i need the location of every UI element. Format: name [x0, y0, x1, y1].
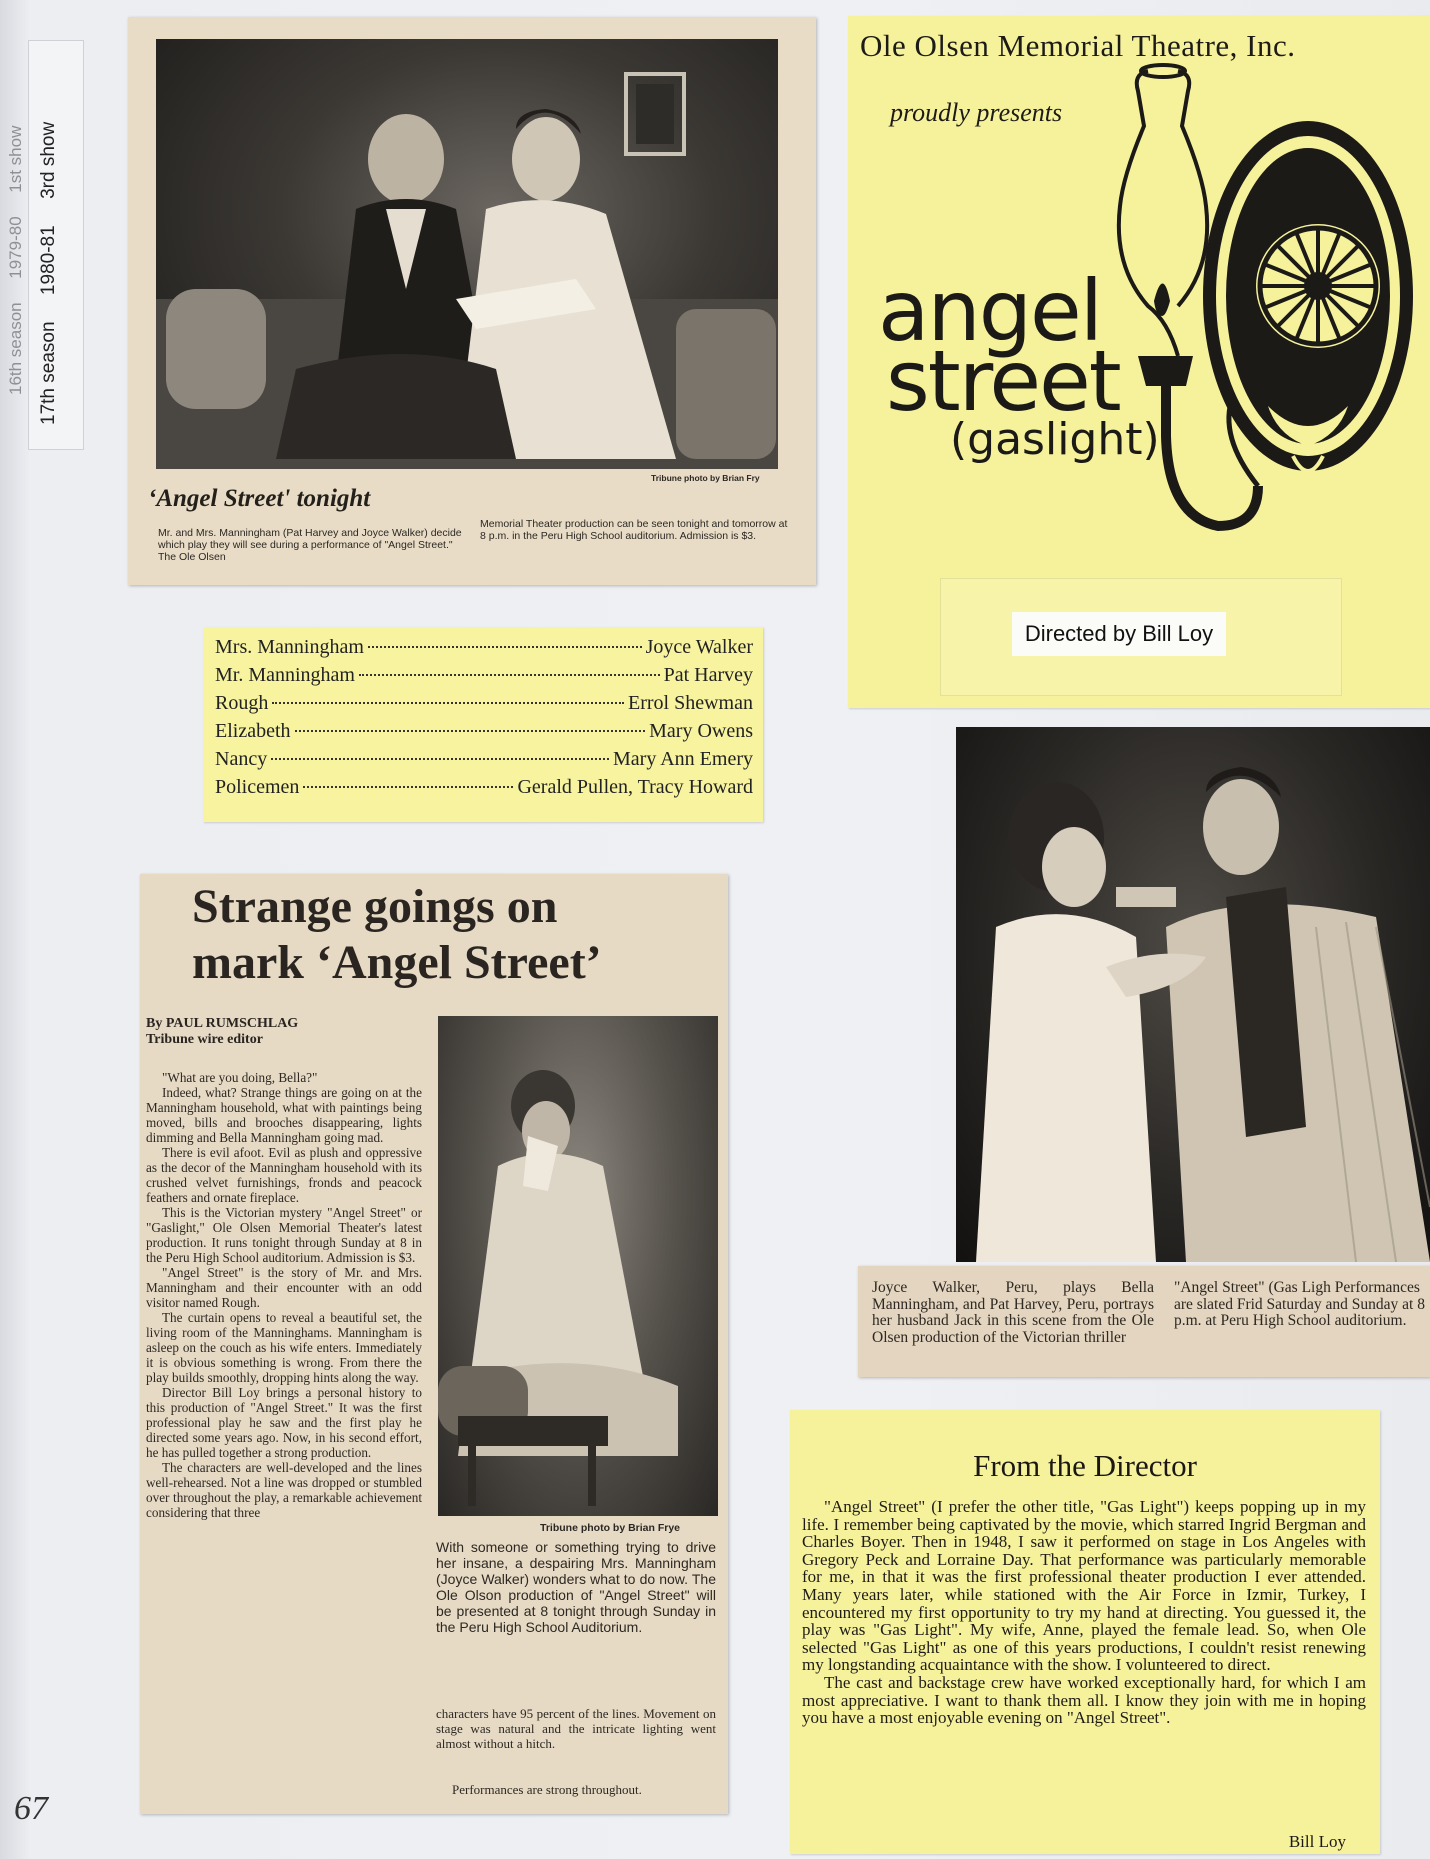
leader-dots [303, 786, 513, 788]
margin-label-current [38, 122, 60, 425]
leader-dots [272, 702, 624, 704]
cast-actor: Pat Harvey [663, 664, 753, 686]
poster-subtitle: (gaslight) [950, 414, 1160, 465]
margin-season-prior: 16th season [6, 302, 25, 395]
leader-dots [368, 646, 642, 648]
article-headline-line1: Strange goings on [192, 880, 558, 933]
article-paragraph: The curtain opens to reveal a beautiful set, the living room of the Manninghams. Manningham is asleep on the couch as his wife enters. Immediately it is obvious something is wrong. From there the play builds smoothly, dropping hints along the way. [146, 1310, 422, 1385]
director-note [790, 1410, 1380, 1854]
article-paragraph: Indeed, what? Strange things are going on at the Manningham household, what with paintings being moved, bills and brooches disappearing, lights dimming and Bella Manningham going mad. [146, 1085, 422, 1145]
cast-row [215, 692, 753, 716]
article-body [146, 1070, 422, 1520]
cast-row [215, 776, 753, 800]
page-number: 67 [14, 1790, 48, 1827]
leader-dots [271, 758, 609, 760]
margin-year-current: 1980-81 [38, 225, 59, 296]
photo-mrs-manningham [438, 1016, 718, 1516]
clipping-right-caption-left: Joyce Walker, Peru, plays Bella Manningham, and Pat Harvey, Peru, portrays her husband Jack in this scene from the Ole Olsen production of the Victorian thriller [872, 1279, 1154, 1346]
cast-actor: Mary Ann Emery [613, 748, 753, 770]
margin-show-prior: 1st show [6, 125, 25, 193]
article-byline-title: Tribune wire editor [146, 1032, 263, 1047]
director-signature: Bill Loy [1288, 1832, 1346, 1851]
cast-row [215, 720, 753, 744]
margin-label-prior [6, 126, 26, 395]
photo-couple-reading [156, 39, 778, 469]
article-paragraph: This is the Victorian mystery "Angel Street" or "Gaslight," Ole Olsen Memorial Theater's latest production. It runs tonight through Sunday at 8 in the Peru High School auditorium. Admission is $3. [146, 1205, 422, 1265]
clipping-top-caption-left: Mr. and Mrs. Manningham (Pat Harvey and Joyce Walker) decide which play they will see during a performance of "Angel Street." The Ole Olsen [158, 527, 462, 563]
photo-couple-confrontation [956, 727, 1430, 1262]
poster-title-line1: angel [878, 262, 1102, 360]
article-paragraph: "What are you doing, Bella?" [162, 1070, 318, 1085]
cast-actor: Mary Owens [649, 720, 753, 742]
article-photo-caption: With someone or something trying to drive her insane, a despairing Mrs. Manningham (Joyce Walker) wonders what to do now. The Ole Olson production of "Angel Street" will be presented at 8 tonight through Sunday in the Peru High School Auditorium. [436, 1539, 716, 1635]
article-paragraph: There is evil afoot. Evil as plush and oppressive as the decor of the Manningham household with its crushed velvet furnishings, fronds and peacock feathers and ornate fireplace. [146, 1145, 422, 1205]
cast-role: Mr. Manningham [215, 664, 355, 686]
article-paragraph: The characters are well-developed and the lines well-rehearsed. Not a line was dropped or stumbled over throughout the play, a remarkable achievement considering that three [146, 1460, 422, 1520]
photo-couple-reading-art [156, 39, 778, 469]
article-headline-line2: mark ‘Angel Street’ [192, 936, 602, 989]
director-note-paragraph: "Angel Street" (I prefer the other title, "Gas Light") keeps popping up in my life. I remember being captivated by the movie, which starred Ingrid Bergman and Charles Boyer. Then in 1948, I saw it performed on stage in Los Angeles with Gregory Peck and Lorraine Day. That performance was particularly memorable for me, in that it was the first professional theater production I ever attended. Many years later, while stationed with the Air Force in Izmir, Turkey, I encountered my first opportunity to try my hand at directing. You guessed it, the play was "Gas Light". My wife, Anne, played the female lead. So, when Ole selected "Gas Light" as one of this years productions, I couldn't resist renewing my longstanding acquaintance with the show. I volunteered to direct. [802, 1497, 1366, 1675]
article-photo-credit: Tribune photo by Brian Frye [540, 1522, 681, 1534]
article-paragraph: "Angel Street" is the story of Mr. and Mrs. Manningham and their encounter with an odd visitor named Rough. [146, 1265, 422, 1310]
poster-presents: proudly presents [890, 98, 1063, 127]
article-continuation: characters have 95 percent of the lines. Movement on stage was natural and the intricate lighting went almost without a hitch. [436, 1706, 716, 1751]
poster-director-label: Directed by Bill Loy [1012, 612, 1226, 656]
cast-actor: Errol Shewman [628, 692, 753, 714]
cast-role: Mrs. Manningham [215, 636, 364, 658]
cast-row [215, 748, 753, 772]
article-byline-name: By PAUL RUMSCHLAG [146, 1016, 299, 1031]
cast-role: Nancy [215, 748, 268, 770]
cast-row [215, 636, 753, 660]
article-paragraph: Director Bill Loy brings a personal history to this production of "Angel Street." It was the first professional play he saw and the first play he directed some years ago. Now, in his second effort, he has pulled together a strong production. [146, 1385, 422, 1460]
cast-role: Rough [215, 692, 269, 714]
photo-credit-top: Tribune photo by Brian Fry [651, 473, 760, 483]
cast-list [203, 627, 763, 822]
margin-season-current: 17th season [38, 321, 59, 425]
clipping-top [128, 17, 816, 585]
clipping-right-caption-right: "Angel Street" (Gas Ligh Performances are slated Frid Saturday and Sunday at 8 p.m. at Peru High School auditorium. [1174, 1279, 1425, 1330]
article-closing: Performances are strong throughout. [452, 1782, 642, 1797]
cast-row [215, 664, 753, 688]
margin-show-current: 3rd show [38, 121, 59, 199]
leader-dots [295, 730, 646, 732]
cast-role: Elizabeth [215, 720, 291, 742]
article-clipping [140, 874, 728, 1814]
poster-title-line2: street [886, 332, 1120, 430]
leader-dots [359, 674, 660, 676]
poster [848, 16, 1430, 708]
cast-actor: Joyce Walker [645, 636, 753, 658]
clipping-right-caption [858, 1266, 1430, 1377]
photo-couple-confrontation-art [956, 727, 1430, 1262]
director-note-body [802, 1498, 1366, 1727]
poster-company: Ole Olsen Memorial Theatre, Inc. [860, 28, 1296, 63]
photo-mrs-manningham-art [438, 1016, 718, 1516]
clipping-top-headline-text: Angel Street' tonight [156, 485, 371, 512]
director-note-paragraph: The cast and backstage crew have worked exceptionally hard, for which I am most appreciative. I want to thank them all. I know they join with me in hoping you have a most enjoyable evening on "Angel Street". [802, 1672, 1366, 1728]
margin-year-prior: 1979-80 [6, 216, 25, 279]
cast-actor: Gerald Pullen, Tracy Howard [517, 776, 753, 798]
director-note-title: From the Director [973, 1448, 1197, 1483]
clipping-top-headline: ‘Angel Street' tonight [148, 485, 371, 512]
cast-role: Policemen [215, 776, 300, 798]
clipping-top-caption-right: Memorial Theater production can be seen tonight and tomorrow at 8 p.m. in the Peru High School auditorium. Admission is $3. [480, 518, 788, 542]
